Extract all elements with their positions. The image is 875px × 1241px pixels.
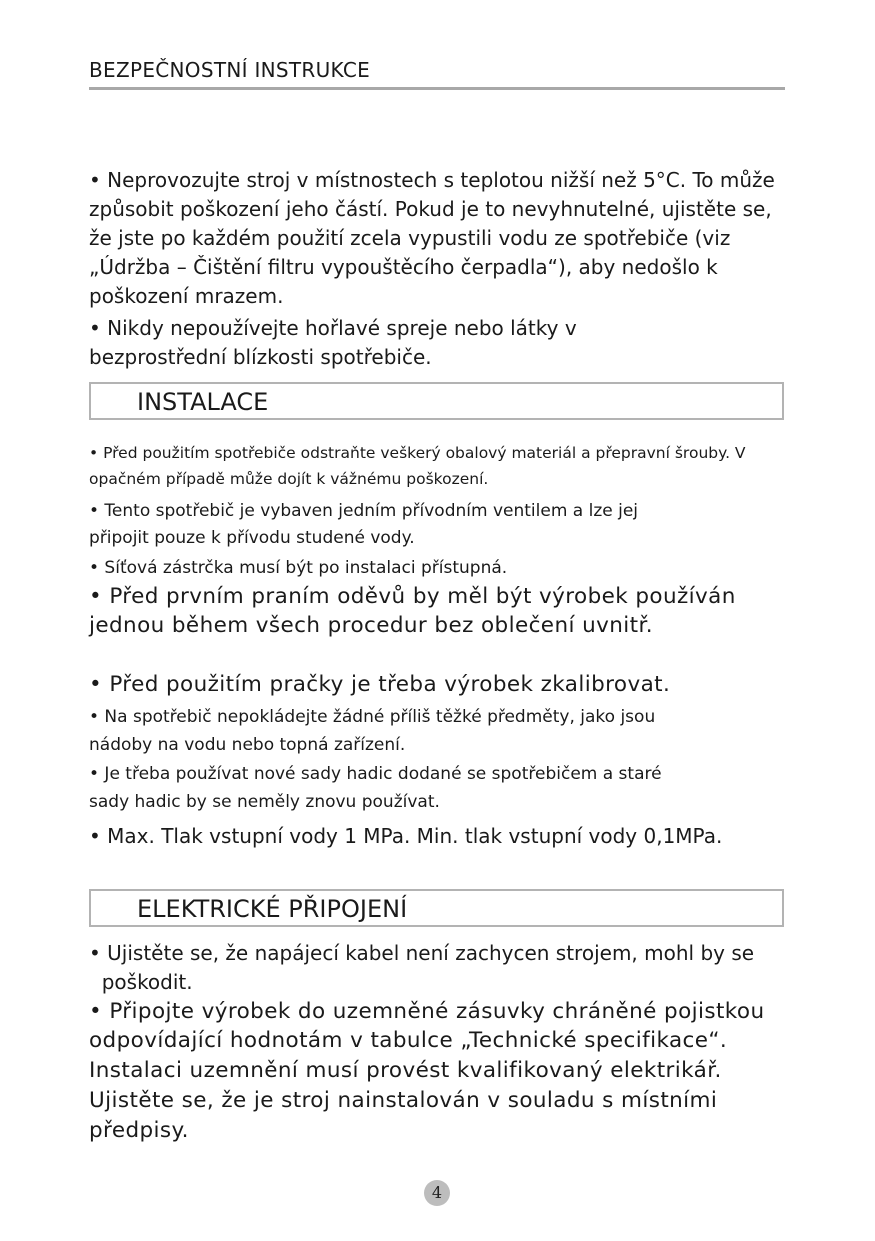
intro-line: „Údržba – Čištění filtru vypouštěcího čerpadla“), aby nedošlo k: [89, 255, 718, 279]
installation-line: • Tento spotřebič je vybaven jedním přívodním ventilem a lze jej: [89, 501, 639, 521]
electrical-line: odpovídající hodnotám v tabulce „Technické specifikace“.: [89, 1028, 728, 1053]
installation-line: jednou během všech procedur bez oblečení uvnitř.: [89, 613, 653, 638]
electrical-line: Ujistěte se, že je stroj nainstalován v souladu s místními: [89, 1088, 718, 1113]
intro-line: • Nikdy nepoužívejte hořlavé spreje nebo látky v: [89, 316, 577, 340]
installation-line: sady hadic by se neměly znovu používat.: [89, 792, 440, 812]
intro-line: bezprostřední blízkosti spotřebiče.: [89, 345, 432, 369]
header-divider: [89, 87, 785, 90]
intro-line: • Neprovozujte stroj v místnostech s teplotou nižší než 5°C. To může: [89, 168, 775, 192]
section-title: ELEKTRICKÉ PŘIPOJENÍ: [137, 895, 408, 923]
section-title: INSTALACE: [137, 388, 269, 416]
installation-line: • Na spotřebič nepokládejte žádné příliš těžké předměty, jako jsou: [89, 707, 656, 727]
electrical-line: • Ujistěte se, že napájecí kabel není zachycen strojem, mohl by se: [89, 941, 755, 965]
installation-line: • Síťová zástrčka musí být po instalaci přístupná.: [89, 558, 508, 578]
installation-line: • Před použitím pračky je třeba výrobek zkalibrovat.: [89, 672, 671, 697]
section-heading-installation: [89, 382, 784, 420]
page-header-title: BEZPEČNOSTNÍ INSTRUKCE: [89, 58, 371, 82]
installation-line: • Max. Tlak vstupní vody 1 MPa. Min. tlak vstupní vody 0,1MPa.: [89, 824, 723, 848]
installation-line: opačném případě může dojít k vážnému poškození.: [89, 470, 489, 488]
installation-line: • Před prvním praním oděvů by měl být výrobek používán: [89, 584, 736, 609]
section-heading-electrical: [89, 889, 784, 927]
installation-line: nádoby na vodu nebo topná zařízení.: [89, 735, 406, 755]
electrical-line: Instalaci uzemnění musí provést kvalifikovaný elektrikář.: [89, 1058, 722, 1083]
intro-line: že jste po každém použití zcela vypustili vodu ze spotřebiče (viz: [89, 226, 731, 250]
installation-line: • Je třeba používat nové sady hadic dodané se spotřebičem a staré: [89, 764, 662, 784]
intro-line: poškození mrazem.: [89, 284, 284, 308]
page-number-badge: 4: [424, 1180, 450, 1206]
electrical-line: předpisy.: [89, 1118, 189, 1143]
installation-line: • Před použitím spotřebiče odstraňte veškerý obalový materiál a přepravní šrouby. V: [89, 444, 746, 462]
electrical-line: • Připojte výrobek do uzemněné zásuvky chráněné pojistkou: [89, 999, 765, 1024]
installation-line: připojit pouze k přívodu studené vody.: [89, 528, 415, 548]
intro-line: způsobit poškození jeho částí. Pokud je to nevyhnutelné, ujistěte se,: [89, 197, 772, 221]
electrical-line: poškodit.: [89, 970, 193, 994]
